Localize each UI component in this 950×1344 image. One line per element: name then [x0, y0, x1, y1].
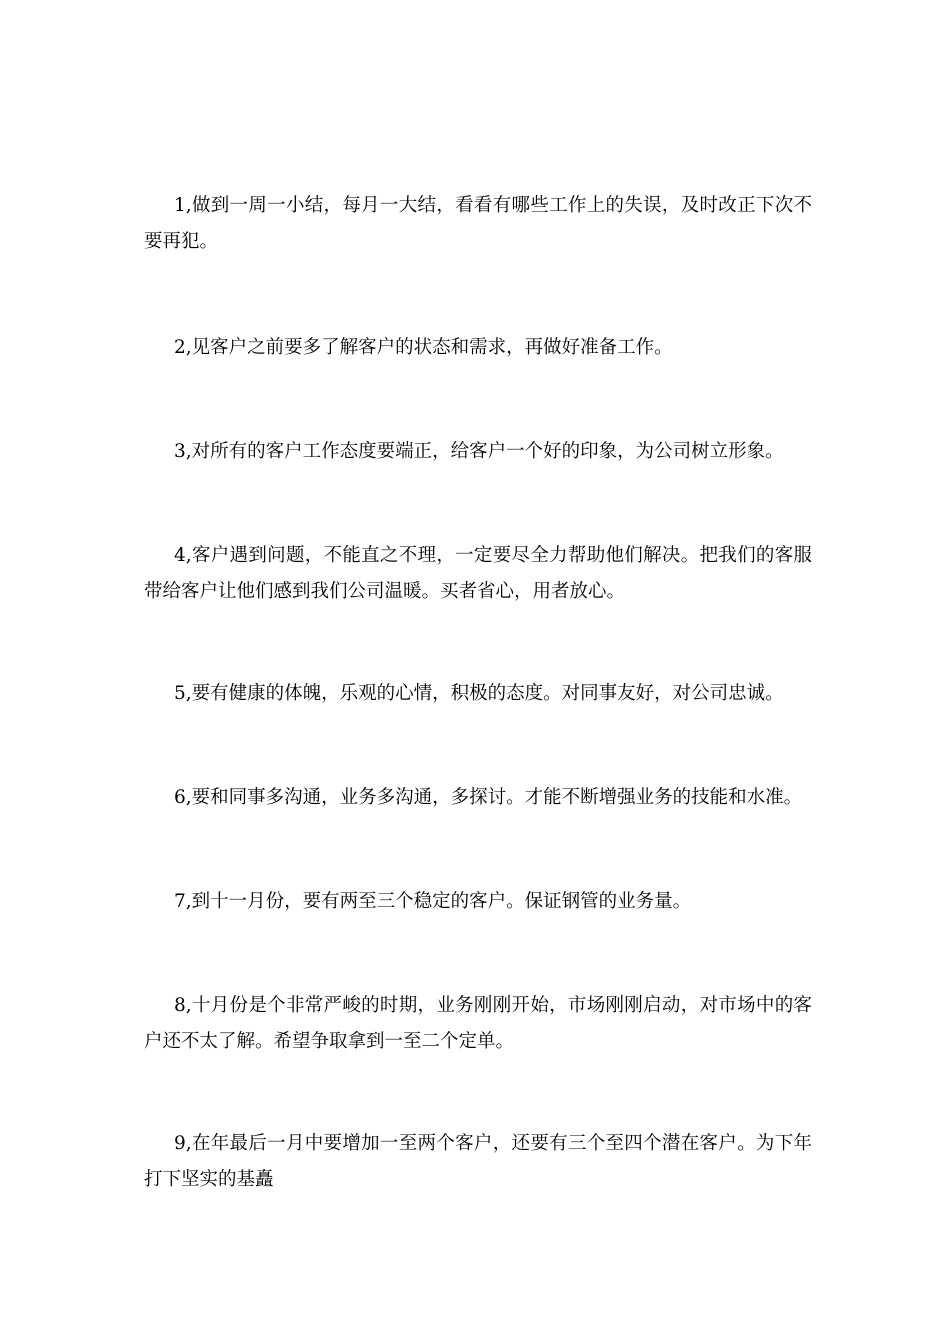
paragraph-1: 1,做到一周一小结，每月一大结，看看有哪些工作上的失误，及时改正下次不要再犯。	[144, 195, 812, 252]
paragraph-6: 6,要和同事多沟通，业务多沟通，多探讨。才能不断增强业务的技能和水准。	[174, 787, 803, 808]
paragraph-2: 2,见客户之前要多了解客户的状态和需求，再做好准备工作。	[174, 337, 673, 358]
paragraph-7: 7,到十一月份，要有两至三个稳定的客户。保证钢管的业务量。	[174, 891, 692, 912]
paragraph-9: 9,在年最后一月中要增加一至两个客户，还要有三个至四个潜在客户。为下年打下坚实的基矗	[144, 1133, 812, 1190]
paragraph-5: 5,要有健康的体魄，乐观的心情，积极的态度。对同事友好，对公司忠诚。	[174, 683, 784, 704]
paragraph-8: 8,十月份是个非常严峻的时期，业务刚刚开始，市场刚刚启动，对市场中的客户还不太了解。希望争取拿到一至二个定单。	[144, 995, 812, 1052]
paragraph-3: 3,对所有的客户工作态度要端正，给客户一个好的印象，为公司树立形象。	[174, 441, 784, 462]
paragraph-4: 4,客户遇到问题，不能直之不理，一定要尽全力帮助他们解决。把我们的客服带给客户让他们感到我们公司温暖。买者省心，用者放心。	[144, 545, 812, 602]
